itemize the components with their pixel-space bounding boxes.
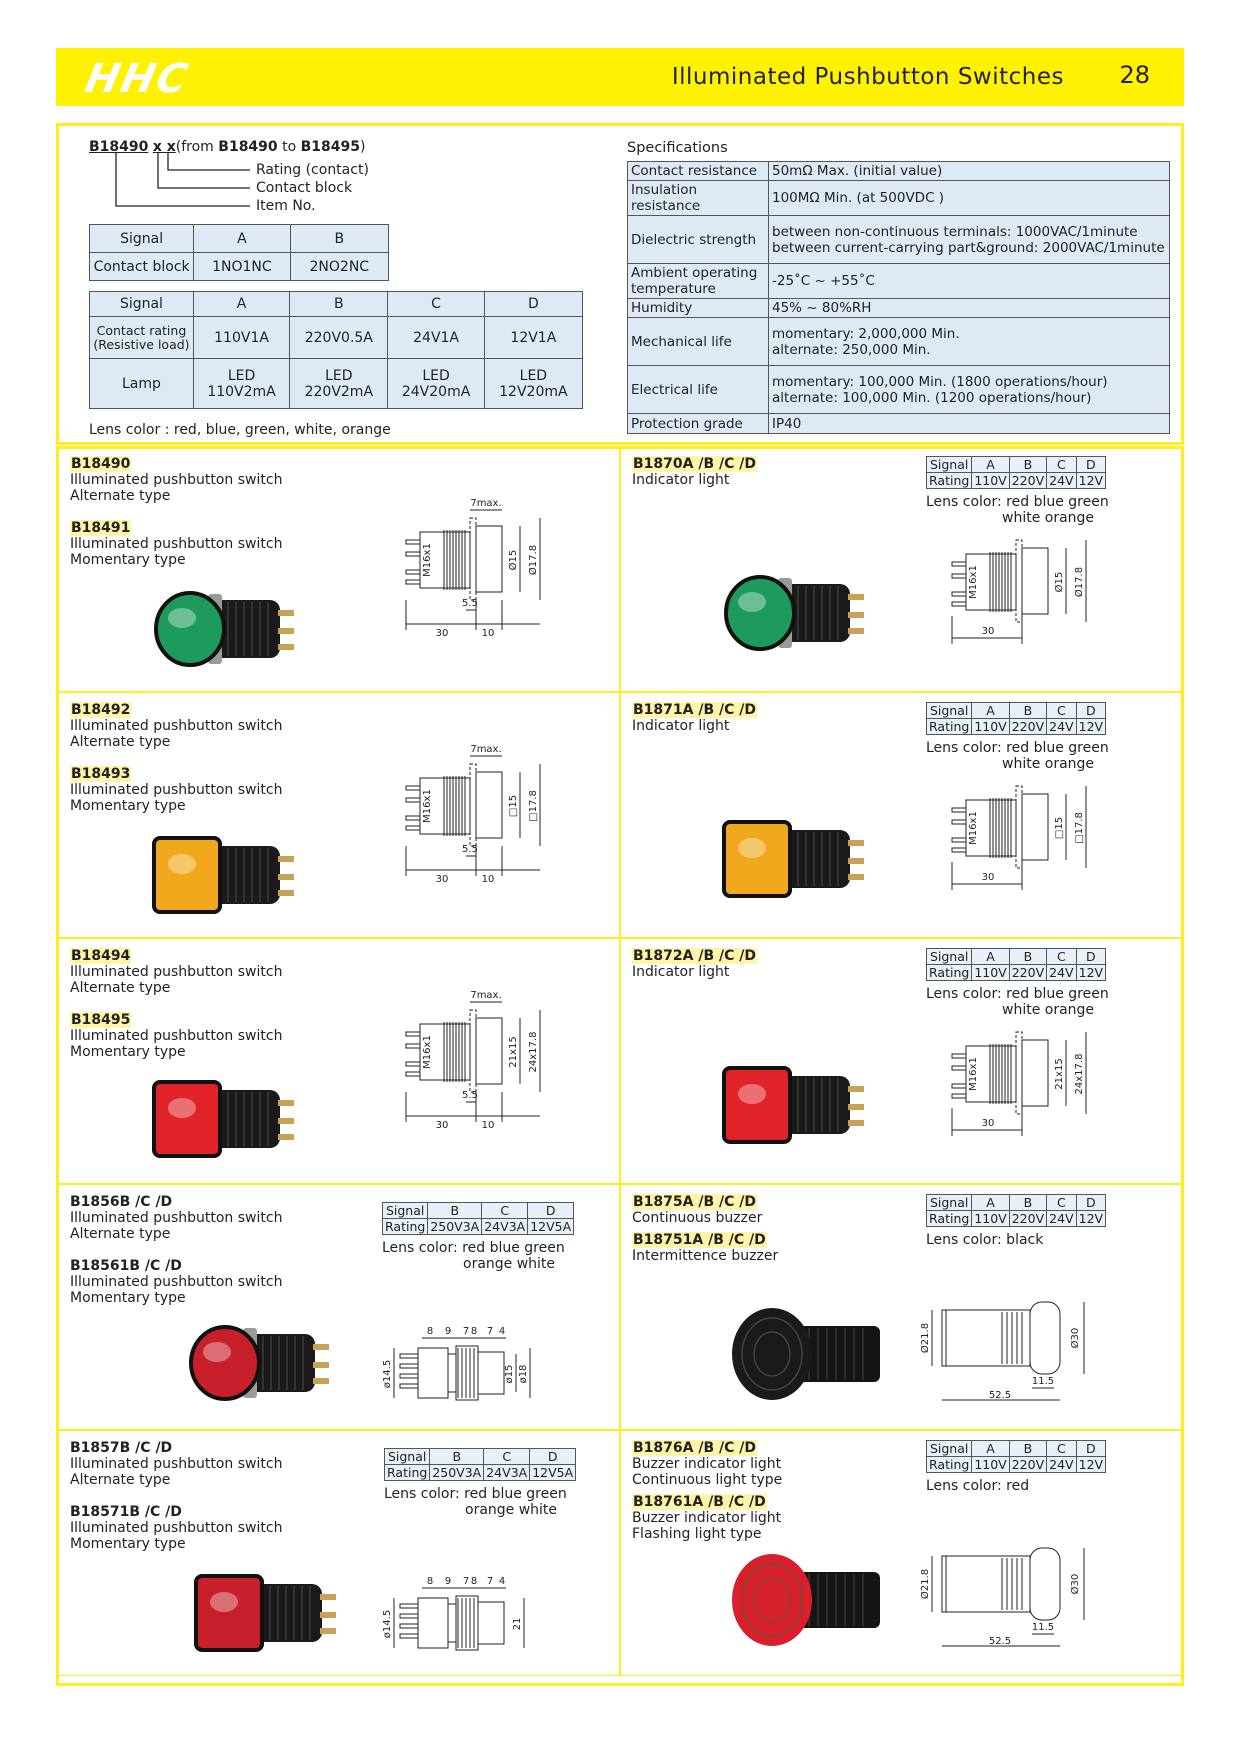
spec-key: Mechanical life	[628, 318, 769, 366]
dimension-label: 10	[481, 628, 495, 639]
table-cell: D	[528, 1203, 574, 1219]
dimension-label: □17.8	[528, 790, 539, 822]
page-header	[56, 48, 1184, 106]
dimension-label: 30	[981, 1118, 995, 1129]
lens-color: Lens color: red	[926, 1478, 1030, 1494]
spec-key: Insulation resistance	[628, 181, 769, 216]
product-code: B1856B /C /D	[70, 1194, 173, 1210]
signal-rating-table	[926, 948, 1106, 981]
product-code: B1857B /C /D	[70, 1440, 173, 1456]
dimension-label: ø14.5	[382, 1609, 393, 1639]
signal-rating-table	[926, 1194, 1106, 1227]
dimension-label: 8	[470, 1326, 478, 1337]
dimension-label: 11.5	[1031, 1622, 1055, 1633]
spec-row	[628, 162, 1170, 181]
lens-color: Lens color: red blue green	[926, 986, 1109, 1002]
spec-row	[628, 264, 1170, 299]
product-photo	[185, 1304, 355, 1424]
dimension-label: □15	[1054, 816, 1065, 840]
spec-row	[628, 414, 1170, 434]
table-cell: Signal	[90, 292, 194, 317]
order-legend-item: Item No.	[256, 198, 316, 214]
buzzer-dimension-drawing	[912, 1540, 1112, 1660]
brand-logo: HHC	[81, 56, 194, 102]
dimension-label: 21x15	[1054, 1058, 1065, 1090]
dimension-label: 7	[486, 1576, 494, 1587]
dimension-label: ø14.5	[382, 1359, 393, 1389]
table-cell: 220V	[1009, 719, 1046, 735]
lens-color: Lens color: red blue green	[384, 1486, 567, 1502]
page-number: 28	[1119, 61, 1150, 89]
table-cell: B	[1009, 1195, 1046, 1211]
order-to-text: to	[277, 139, 301, 155]
table-cell: C	[388, 292, 484, 317]
table-cell: B	[430, 1449, 484, 1465]
dimension-label: 8	[426, 1326, 434, 1337]
table-cell: 24V	[1047, 719, 1076, 735]
table-cell: D	[1076, 1195, 1105, 1211]
table-cell: A	[194, 225, 290, 253]
table-cell: 220V0.5A	[290, 317, 388, 359]
dimension-label: ø18	[518, 1364, 529, 1384]
spec-row	[628, 299, 1170, 318]
table-cell: D	[484, 292, 582, 317]
table-cell: B	[428, 1203, 482, 1219]
product-description: Illuminated pushbutton switch	[70, 1274, 283, 1290]
table-cell: Contact rating (Resistive load)	[90, 317, 194, 359]
dimension-label: 7	[486, 1326, 494, 1337]
dimension-label: Ø30	[1070, 1327, 1081, 1349]
lens-color: orange white	[465, 1502, 558, 1518]
table-cell: D	[1076, 703, 1105, 719]
table-cell: Rating	[927, 719, 972, 735]
dimension-label: 52.5	[988, 1636, 1012, 1647]
dimension-label: 8	[470, 1576, 478, 1587]
lens-color: orange white	[463, 1256, 556, 1272]
dimension-label: Ø15	[1054, 571, 1065, 593]
dimension-label: Ø17.8	[528, 544, 539, 576]
product-code: B1871A /B /C /D	[633, 702, 756, 718]
spec-value: momentary: 2,000,000 Min. alternate: 250,000 Min.	[769, 318, 1170, 366]
table-cell: Signal	[385, 1449, 430, 1465]
product-description: Indicator light	[632, 964, 730, 980]
product-photo	[720, 1046, 890, 1166]
table-cell: Signal	[927, 703, 972, 719]
dimension-label: M16x1	[422, 1035, 433, 1069]
spec-key: Protection grade	[628, 414, 769, 434]
table-cell: 110V	[972, 473, 1009, 489]
contact-block-table	[89, 224, 389, 281]
spec-row	[628, 181, 1170, 216]
lens-color: Lens color: black	[926, 1232, 1044, 1248]
product-description: Momentary type	[70, 552, 186, 568]
page-title: Illuminated Pushbutton Switches	[671, 64, 1064, 90]
spec-key: Ambient operating temperature	[628, 264, 769, 299]
table-cell: 12V	[1076, 965, 1105, 981]
dimension-label: ø15	[504, 1364, 515, 1384]
spec-key: Contact resistance	[628, 162, 769, 181]
product-description: Alternate type	[70, 1226, 171, 1242]
product-code: B18494	[71, 948, 131, 964]
dimension-label: 8	[426, 1576, 434, 1587]
product-code: B18491	[71, 520, 131, 536]
dimension-label: 21x15	[508, 1036, 519, 1068]
table-cell: C	[1047, 1195, 1076, 1211]
order-from-code: B18490	[218, 139, 278, 155]
product-code: B1876A /B /C /D	[633, 1440, 756, 1456]
dimension-label: 4	[498, 1326, 506, 1337]
product-description: Continuous buzzer	[632, 1210, 763, 1226]
table-cell: C	[482, 1203, 528, 1219]
product-description: Indicator light	[632, 718, 730, 734]
order-legend-contact: Contact block	[256, 180, 353, 196]
spec-value: between non-continuous terminals: 1000VAC/1minute between current-carrying part&ground: 2000VAC/1minute	[769, 216, 1170, 264]
product-photo	[150, 570, 320, 690]
spec-key: Electrical life	[628, 366, 769, 414]
lens-color: white orange	[1002, 756, 1095, 772]
dimension-drawing	[378, 1324, 558, 1414]
table-cell: Rating	[927, 1457, 972, 1473]
dimension-label: 5.5	[462, 598, 478, 609]
table-cell: 24V3A	[484, 1465, 530, 1481]
table-cell: A	[972, 457, 1009, 473]
table-cell: 12V5A	[528, 1219, 574, 1235]
product-code: B18751A /B /C /D	[633, 1232, 766, 1248]
dimension-label: M16x1	[968, 1057, 979, 1091]
table-cell: A	[972, 1441, 1009, 1457]
product-photo	[730, 1550, 900, 1650]
product-code: B18490	[71, 456, 131, 472]
product-description: Alternate type	[70, 488, 171, 504]
dimension-label: 7max.	[470, 990, 502, 1001]
dimension-drawing	[378, 1574, 558, 1664]
dimension-label: M16x1	[422, 543, 433, 577]
dimension-label: 30	[435, 1120, 449, 1131]
dimension-label: Ø30	[1070, 1573, 1081, 1595]
lens-color: Lens color: red blue green	[926, 740, 1109, 756]
table-cell: B	[1009, 457, 1046, 473]
product-description: Buzzer indicator light	[632, 1456, 782, 1472]
table-cell: A	[193, 292, 289, 317]
table-cell: B	[290, 225, 388, 253]
dimension-drawing	[944, 516, 1119, 666]
table-cell: Signal	[927, 1441, 972, 1457]
table-cell: C	[1047, 457, 1076, 473]
table-cell: D	[1076, 949, 1105, 965]
spec-key: Humidity	[628, 299, 769, 318]
dimension-label: 30	[435, 874, 449, 885]
table-cell: D	[1076, 1441, 1105, 1457]
table-cell: Rating	[927, 473, 972, 489]
table-cell: 24V1A	[388, 317, 484, 359]
dimension-label: Ø21.8	[920, 1322, 931, 1354]
table-cell: 12V	[1076, 719, 1105, 735]
dimension-drawing	[944, 762, 1119, 912]
lens-color: white orange	[1002, 1002, 1095, 1018]
product-code: B18761A /B /C /D	[633, 1494, 766, 1510]
product-description: Momentary type	[70, 1536, 186, 1552]
spec-row	[628, 366, 1170, 414]
table-cell: 250V3A	[430, 1465, 484, 1481]
spec-value: momentary: 100,000 Min. (1800 operations/hour) alternate: 100,000 Min. (1200 operations/hour)	[769, 366, 1170, 414]
dimension-label: 24x17.8	[1074, 1053, 1085, 1095]
dimension-label: 4	[498, 1576, 506, 1587]
signal-rating-table	[384, 1448, 576, 1481]
rating-table	[89, 291, 583, 409]
table-cell: Rating	[385, 1465, 430, 1481]
dimension-drawing	[398, 494, 573, 644]
table-cell: 24V3A	[482, 1219, 528, 1235]
dimension-drawing	[398, 986, 573, 1136]
dimension-label: 7	[462, 1576, 470, 1587]
product-code: B18571B /C /D	[70, 1504, 182, 1520]
table-cell: 12V	[1076, 1457, 1105, 1473]
dimension-label: 7max.	[470, 744, 502, 755]
product-description: Flashing light type	[632, 1526, 762, 1542]
table-cell: Contact block	[90, 253, 194, 281]
table-cell: Rating	[927, 965, 972, 981]
lens-color: Lens color: red blue green	[382, 1240, 565, 1256]
table-cell: B	[290, 292, 388, 317]
order-legend-rating: Rating (contact)	[256, 162, 369, 178]
dimension-label: □17.8	[1074, 812, 1085, 844]
spec-value: IP40	[769, 414, 1170, 434]
product-description: Alternate type	[70, 734, 171, 750]
table-cell: C	[484, 1449, 530, 1465]
table-cell: 12V1A	[484, 317, 582, 359]
dimension-label: M16x1	[968, 811, 979, 845]
table-cell: C	[1047, 1441, 1076, 1457]
table-cell: D	[1076, 457, 1105, 473]
dimension-label: 9	[444, 1576, 452, 1587]
signal-rating-table	[926, 1440, 1106, 1473]
lens-color: Lens color: red blue green	[926, 494, 1109, 510]
product-description: Momentary type	[70, 798, 186, 814]
product-description: Illuminated pushbutton switch	[70, 1028, 283, 1044]
product-description: Intermittence buzzer	[632, 1248, 779, 1264]
table-cell: 12V5A	[530, 1465, 576, 1481]
spec-key: Dielectric strength	[628, 216, 769, 264]
dimension-label: 11.5	[1031, 1376, 1055, 1387]
spec-value: 50mΩ Max. (initial value)	[769, 162, 1170, 181]
table-cell: 110V	[972, 1211, 1009, 1227]
product-photo	[150, 1060, 320, 1180]
signal-rating-table	[382, 1202, 574, 1235]
table-cell: 220V	[1009, 1457, 1046, 1473]
signal-rating-table	[926, 702, 1106, 735]
table-cell: 1NO1NC	[194, 253, 290, 281]
table-cell: LED 110V2mA	[193, 359, 289, 409]
dimension-label: 9	[444, 1326, 452, 1337]
order-from-text: (from	[175, 139, 219, 155]
product-description: Momentary type	[70, 1044, 186, 1060]
dimension-label: 30	[981, 872, 995, 883]
product-photo	[720, 800, 890, 920]
lens-color-main: Lens color : red, blue, green, white, orange	[89, 422, 391, 438]
spec-row	[628, 216, 1170, 264]
table-cell: 220V	[1009, 965, 1046, 981]
spec-value: 45% ~ 80%RH	[769, 299, 1170, 318]
table-cell: 12V	[1076, 473, 1105, 489]
dimension-label: 52.5	[988, 1390, 1012, 1401]
dimension-label: □15	[508, 794, 519, 818]
product-description: Alternate type	[70, 1472, 171, 1488]
dimension-label: 7max.	[470, 498, 502, 509]
dimension-label: Ø15	[508, 549, 519, 571]
table-cell: B	[1009, 703, 1046, 719]
specs-table	[627, 161, 1170, 434]
table-cell: Rating	[383, 1219, 428, 1235]
product-description: Illuminated pushbutton switch	[70, 1456, 283, 1472]
table-cell: B	[1009, 949, 1046, 965]
table-cell: A	[972, 949, 1009, 965]
product-description: Illuminated pushbutton switch	[70, 718, 283, 734]
table-cell: 24V	[1047, 473, 1076, 489]
table-cell: A	[972, 1195, 1009, 1211]
product-description: Illuminated pushbutton switch	[70, 1210, 283, 1226]
product-code: B1875A /B /C /D	[633, 1194, 756, 1210]
table-cell: 220V	[1009, 473, 1046, 489]
table-cell: C	[1047, 703, 1076, 719]
table-cell: 2NO2NC	[290, 253, 388, 281]
table-cell: Signal	[927, 1195, 972, 1211]
dimension-drawing	[398, 740, 573, 890]
product-photo	[730, 1304, 900, 1404]
table-cell: Signal	[927, 457, 972, 473]
product-code: B18495	[71, 1012, 131, 1028]
product-photo	[150, 816, 320, 936]
product-code: B18561B /C /D	[70, 1258, 182, 1274]
table-cell: 12V	[1076, 1211, 1105, 1227]
dimension-label: 7	[462, 1326, 470, 1337]
table-cell: 110V	[972, 1457, 1009, 1473]
table-cell: 24V	[1047, 965, 1076, 981]
dimension-label: 30	[981, 626, 995, 637]
dimension-label: 10	[481, 874, 495, 885]
buzzer-dimension-drawing	[912, 1294, 1112, 1414]
product-code: B18493	[71, 766, 131, 782]
dimension-label: Ø21.8	[920, 1568, 931, 1600]
table-cell: 24V	[1047, 1211, 1076, 1227]
product-code: B1872A /B /C /D	[633, 948, 756, 964]
table-cell: 220V	[1009, 1211, 1046, 1227]
product-description: Illuminated pushbutton switch	[70, 782, 283, 798]
table-cell: 110V	[972, 719, 1009, 735]
order-code-base: B18490	[89, 139, 149, 155]
table-cell: LED 12V20mA	[484, 359, 582, 409]
table-cell: 250V3A	[428, 1219, 482, 1235]
table-cell: 110V	[972, 965, 1009, 981]
product-description: Illuminated pushbutton switch	[70, 472, 283, 488]
table-cell: D	[530, 1449, 576, 1465]
product-code: B18492	[71, 702, 131, 718]
table-cell: Signal	[90, 225, 194, 253]
table-cell: 110V1A	[193, 317, 289, 359]
product-code: B1870A /B /C /D	[633, 456, 756, 472]
order-to-code: B18495	[300, 139, 361, 155]
product-description: Buzzer indicator light	[632, 1510, 782, 1526]
lens-color: white orange	[1002, 510, 1095, 526]
product-photo	[192, 1554, 362, 1674]
dimension-label: 5.5	[462, 844, 478, 855]
product-description: Alternate type	[70, 980, 171, 996]
dimension-label: 24x17.8	[528, 1031, 539, 1073]
product-description: Illuminated pushbutton switch	[70, 964, 283, 980]
signal-rating-table	[926, 456, 1106, 489]
spec-value: 100MΩ Min. (at 500VDC )	[769, 181, 1170, 216]
table-cell: Lamp	[90, 359, 194, 409]
table-cell: C	[1047, 949, 1076, 965]
product-description: Continuous light type	[632, 1472, 783, 1488]
spec-value: -25˚C ~ +55˚C	[769, 264, 1170, 299]
table-cell: LED 24V20mA	[388, 359, 484, 409]
table-cell: LED 220V2mA	[290, 359, 388, 409]
order-code-suffix: x x	[152, 139, 176, 155]
dimension-label: M16x1	[968, 565, 979, 599]
table-cell: Rating	[927, 1211, 972, 1227]
product-description: Illuminated pushbutton switch	[70, 536, 283, 552]
dimension-label: Ø17.8	[1074, 566, 1085, 598]
table-cell: A	[972, 703, 1009, 719]
product-photo	[720, 554, 890, 674]
table-cell: Signal	[383, 1203, 428, 1219]
dimension-label: 30	[435, 628, 449, 639]
table-cell: Signal	[927, 949, 972, 965]
dimension-label: 5.5	[462, 1090, 478, 1101]
order-close: )	[360, 139, 366, 155]
specs-title: Specifications	[627, 140, 728, 156]
dimension-drawing	[944, 1008, 1119, 1158]
dimension-label: 21	[512, 1617, 523, 1631]
product-description: Illuminated pushbutton switch	[70, 1520, 283, 1536]
dimension-label: 10	[481, 1120, 495, 1131]
product-description: Momentary type	[70, 1290, 186, 1306]
spec-row	[628, 318, 1170, 366]
table-cell: B	[1009, 1441, 1046, 1457]
dimension-label: M16x1	[422, 789, 433, 823]
table-cell: 24V	[1047, 1457, 1076, 1473]
product-description: Indicator light	[632, 472, 730, 488]
